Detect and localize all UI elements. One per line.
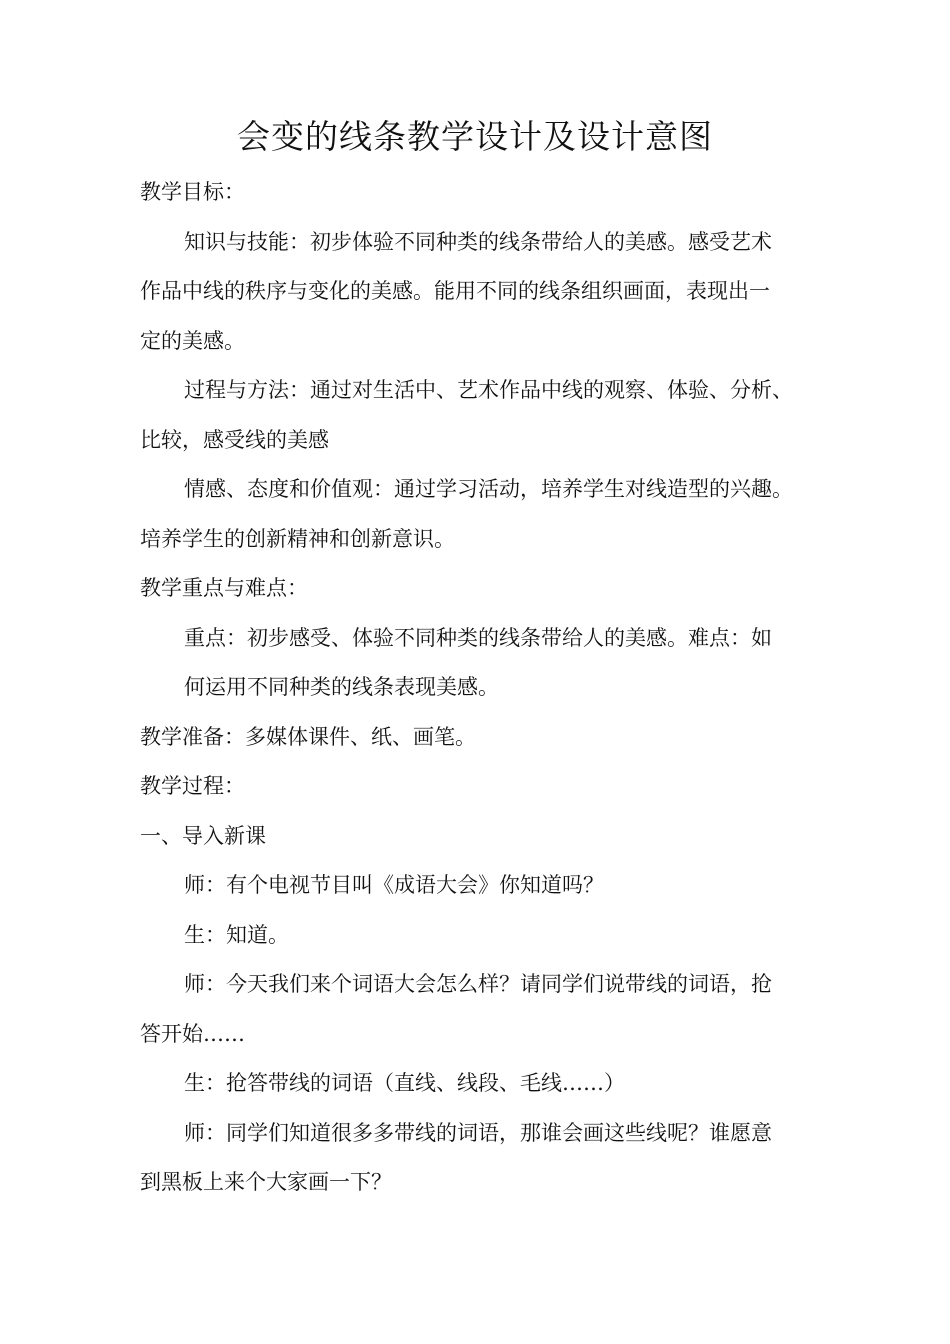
text-line: 教学过程： [140, 774, 245, 798]
document-title: 会变的线条教学设计及设计意图 [237, 117, 713, 156]
text-line: 定的美感。 [140, 328, 245, 353]
text-line: 答开始…… [140, 1021, 245, 1046]
text-line: 师：同学们知道很多多带线的词语，那谁会画这些线呢？谁愿意 [184, 1120, 772, 1145]
text-line: 过程与方法：通过对生活中、艺术作品中线的观察、体验、分析、 [184, 378, 793, 402]
text-line: 师：今天我们来个词语大会怎么样？请同学们说带线的词语，抢 [184, 972, 772, 996]
text-line: 教学目标： [140, 180, 245, 204]
text-line: 培养学生的创新精神和创新意识。 [140, 526, 455, 551]
text-line: 情感、态度和价值观：通过学习活动，培养学生对线造型的兴趣。 [184, 477, 793, 501]
document-body [140, 168, 830, 1208]
text-line: 教学准备：多媒体课件、纸、画笔。 [140, 724, 476, 749]
text-line: 生：抢答带线的词语（直线、线段、毛线……） [184, 1071, 625, 1095]
text-line: 教学重点与难点： [140, 576, 308, 600]
text-line: 重点：初步感受、体验不同种类的线条带给人的美感。难点：如 [184, 625, 772, 650]
text-line: 一、导入新课 [140, 823, 266, 848]
text-line: 知识与技能：初步体验不同种类的线条带给人的美感。感受艺术 [184, 229, 772, 254]
text-line: 师：有个电视节目叫《成语大会》你知道吗？ [184, 873, 604, 897]
text-line: 生：知道。 [184, 922, 289, 947]
text-line: 到黑板上来个大家画一下？ [140, 1170, 392, 1194]
text-line: 何运用不同种类的线条表现美感。 [184, 675, 499, 699]
text-line: 比较，感受线的美感 [140, 427, 329, 452]
text-line: 作品中线的秩序与变化的美感。能用不同的线条组织画面，表现出一 [140, 279, 770, 303]
